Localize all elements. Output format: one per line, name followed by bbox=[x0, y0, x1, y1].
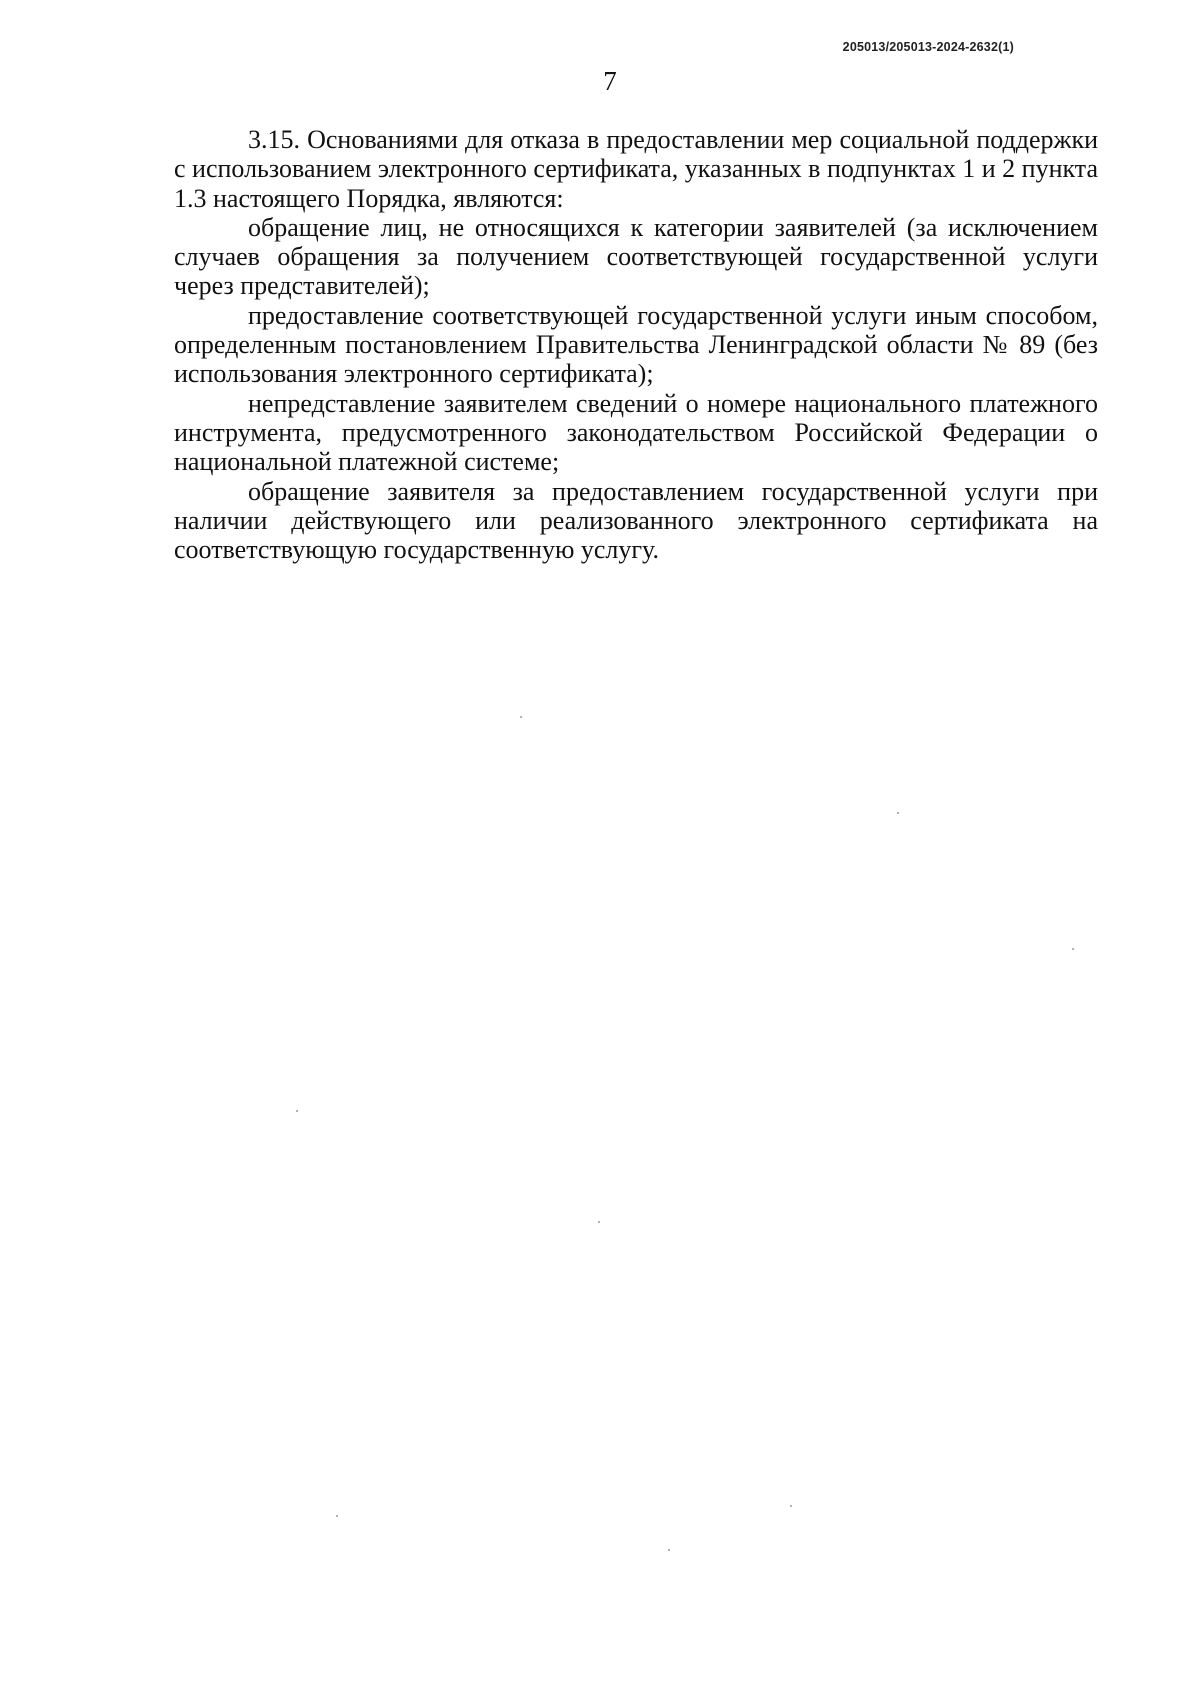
page-number: 7 bbox=[603, 66, 617, 96]
paragraph-existing-certificate: обращение заявителя за предоставлением государственной услуги при наличии действующего или реализованного электронного сертификата на соответствующую государственную услугу. bbox=[174, 476, 1098, 565]
paragraph-no-payment-instrument: непредставление заявителем сведений о номере национального платежного инструмента, предусмотренного законодательством Российской Федерации о национальной платежной системе; bbox=[174, 388, 1098, 477]
scan-speck bbox=[598, 1221, 600, 1223]
paragraph-non-eligible-persons: обращение лиц, не относящихся к категории заявителей (за исключением случаев обращения за получением соответствующей государственной услуги через представителей); bbox=[174, 212, 1098, 301]
scan-speck bbox=[897, 812, 899, 814]
document-body bbox=[174, 125, 1098, 564]
scan-speck bbox=[336, 1515, 338, 1517]
scan-speck bbox=[1072, 948, 1074, 950]
document-id: 205013/205013-2024-2632(1) bbox=[842, 40, 1014, 54]
paragraph-other-method: предоставление соответствующей государственной услуги иным способом, определенным постановлением Правительства Ленинградской области № 89 (без использования электронного сертификата); bbox=[174, 300, 1098, 389]
scan-speck bbox=[296, 1110, 298, 1112]
scan-speck bbox=[520, 716, 522, 718]
paragraph-refusal-grounds: 3.15. Основаниями для отказа в предоставлении мер социальной поддержки с использованием электронного сертификата, указанных в подпунктах 1 и 2 пункта 1.3 настоящего Порядка, являются: bbox=[174, 125, 1098, 213]
scan-speck bbox=[668, 1549, 670, 1551]
scan-speck bbox=[790, 1505, 792, 1507]
